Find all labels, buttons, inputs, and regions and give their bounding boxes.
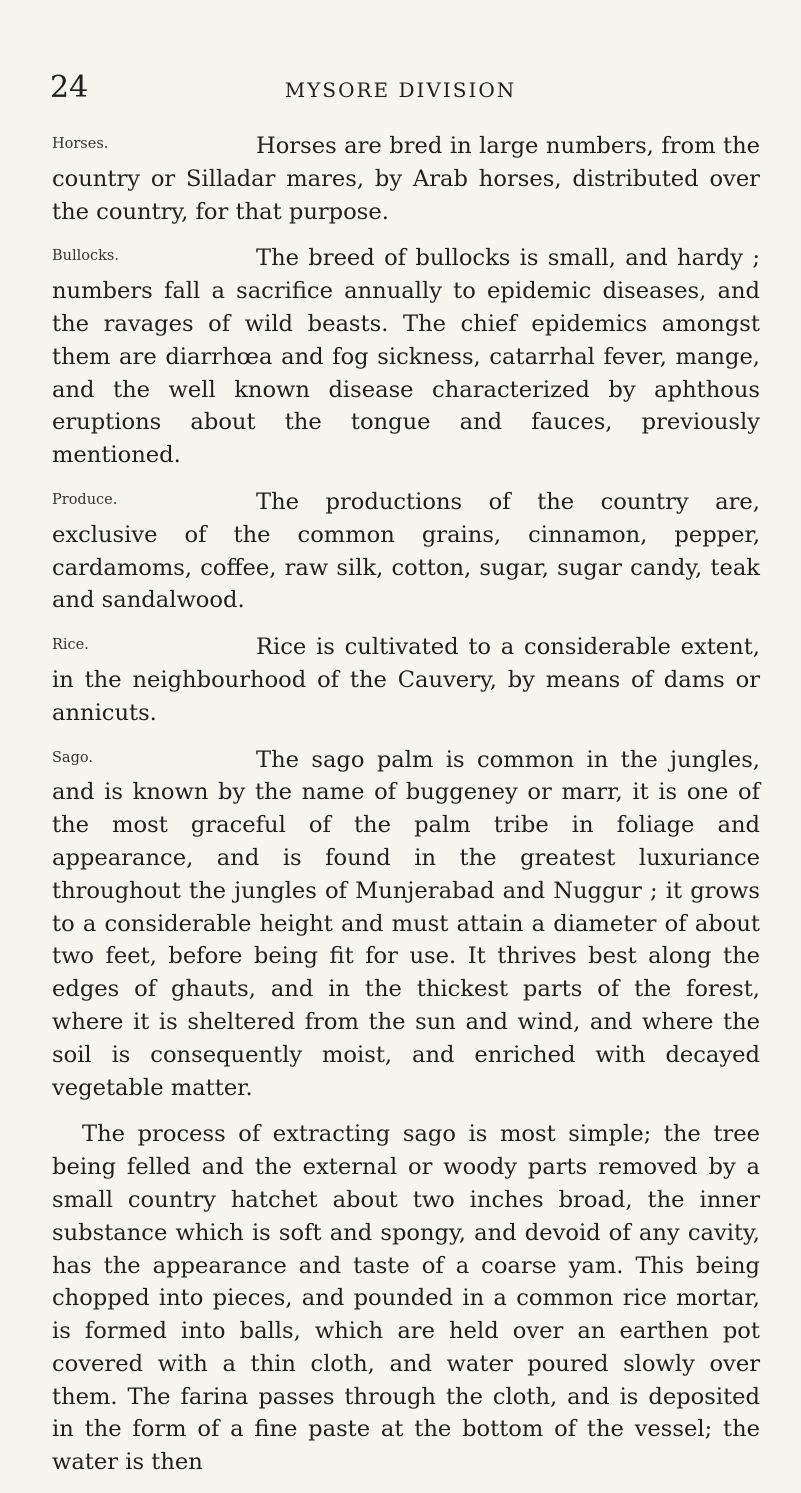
paragraph-text: The productions of the country are, exclusive of the common grains, cinnamon, pepper, cardamoms, coffee, raw silk, cotton, sugar, sugar candy, teak and sandalwood. [52,488,760,614]
paragraph-produce [52,486,760,617]
paragraph-text: The breed of bullocks is small, and hardy ; numbers fall a sacrifice annually to epidemic diseases, and the ravages of wild beasts. The chief epidemics amongst them are diarrhœa and fog sickness, catarrhal fever, mange, and the well known disease characterized by aphthous eruptions about the tongue and fauces, previously mentioned. [52,245,760,469]
paragraph-sago [52,744,760,1105]
paragraph-text: The sago palm is common in the jungles, and is known by the name of buggeney or marr, it is one of the most graceful of the palm tribe in foliage and appearance, and is found in the greatest luxuriance throughout the jungles of Munjerabad and Nuggur ; it grows to a considerable height and must attain a diameter of about two feet, before being fit for use. It thrives best along the edges of ghauts, and in the thickest parts of the forest, where it is sheltered from the sun and wind, and where the soil is consequently moist, and enriched with decayed vegetable matter. [52,746,760,1101]
sidenote-bullocks: Bullocks. [52,248,119,265]
page-header [0,70,801,110]
page-number: 24 [50,70,89,105]
paragraph-bullocks [52,242,760,472]
paragraph-text: Rice is cultivated to a considerable extent, in the neighbourhood of the Cauvery, by means of dams or annicuts. [52,634,760,726]
sidenote-rice: Rice. [52,637,89,654]
paragraph-sago-process: The process of extracting sago is most simple; the tree being felled and the external or woody parts removed by a small country hatchet about two inches broad, the inner substance which is soft and spongy, and devoid of any cavity, has the appearance and taste of a coarse yam. This being chopped into pieces, and pounded in a common rice mortar, is formed into balls, which are held over an earthen pot covered with a thin cloth, and water poured slowly over them. The farina passes through the cloth, and is deposited in the form of a fine paste at the bottom of the vessel; the water is then [52,1121,760,1476]
paragraph-rice [52,631,760,729]
paragraph-horses [52,130,760,228]
sidenote-horses: Horses. [52,136,109,152]
sidenote-produce: Produce. [52,491,118,508]
sidenote-sago: Sago. [52,749,93,766]
body-text [52,130,760,1493]
paragraph-text: Horses are bred in large numbers, from the country or Silladar mares, by Arab horses, distributed over the country, for that purpose. [52,133,760,225]
running-head: MYSORE DIVISION [284,78,517,102]
